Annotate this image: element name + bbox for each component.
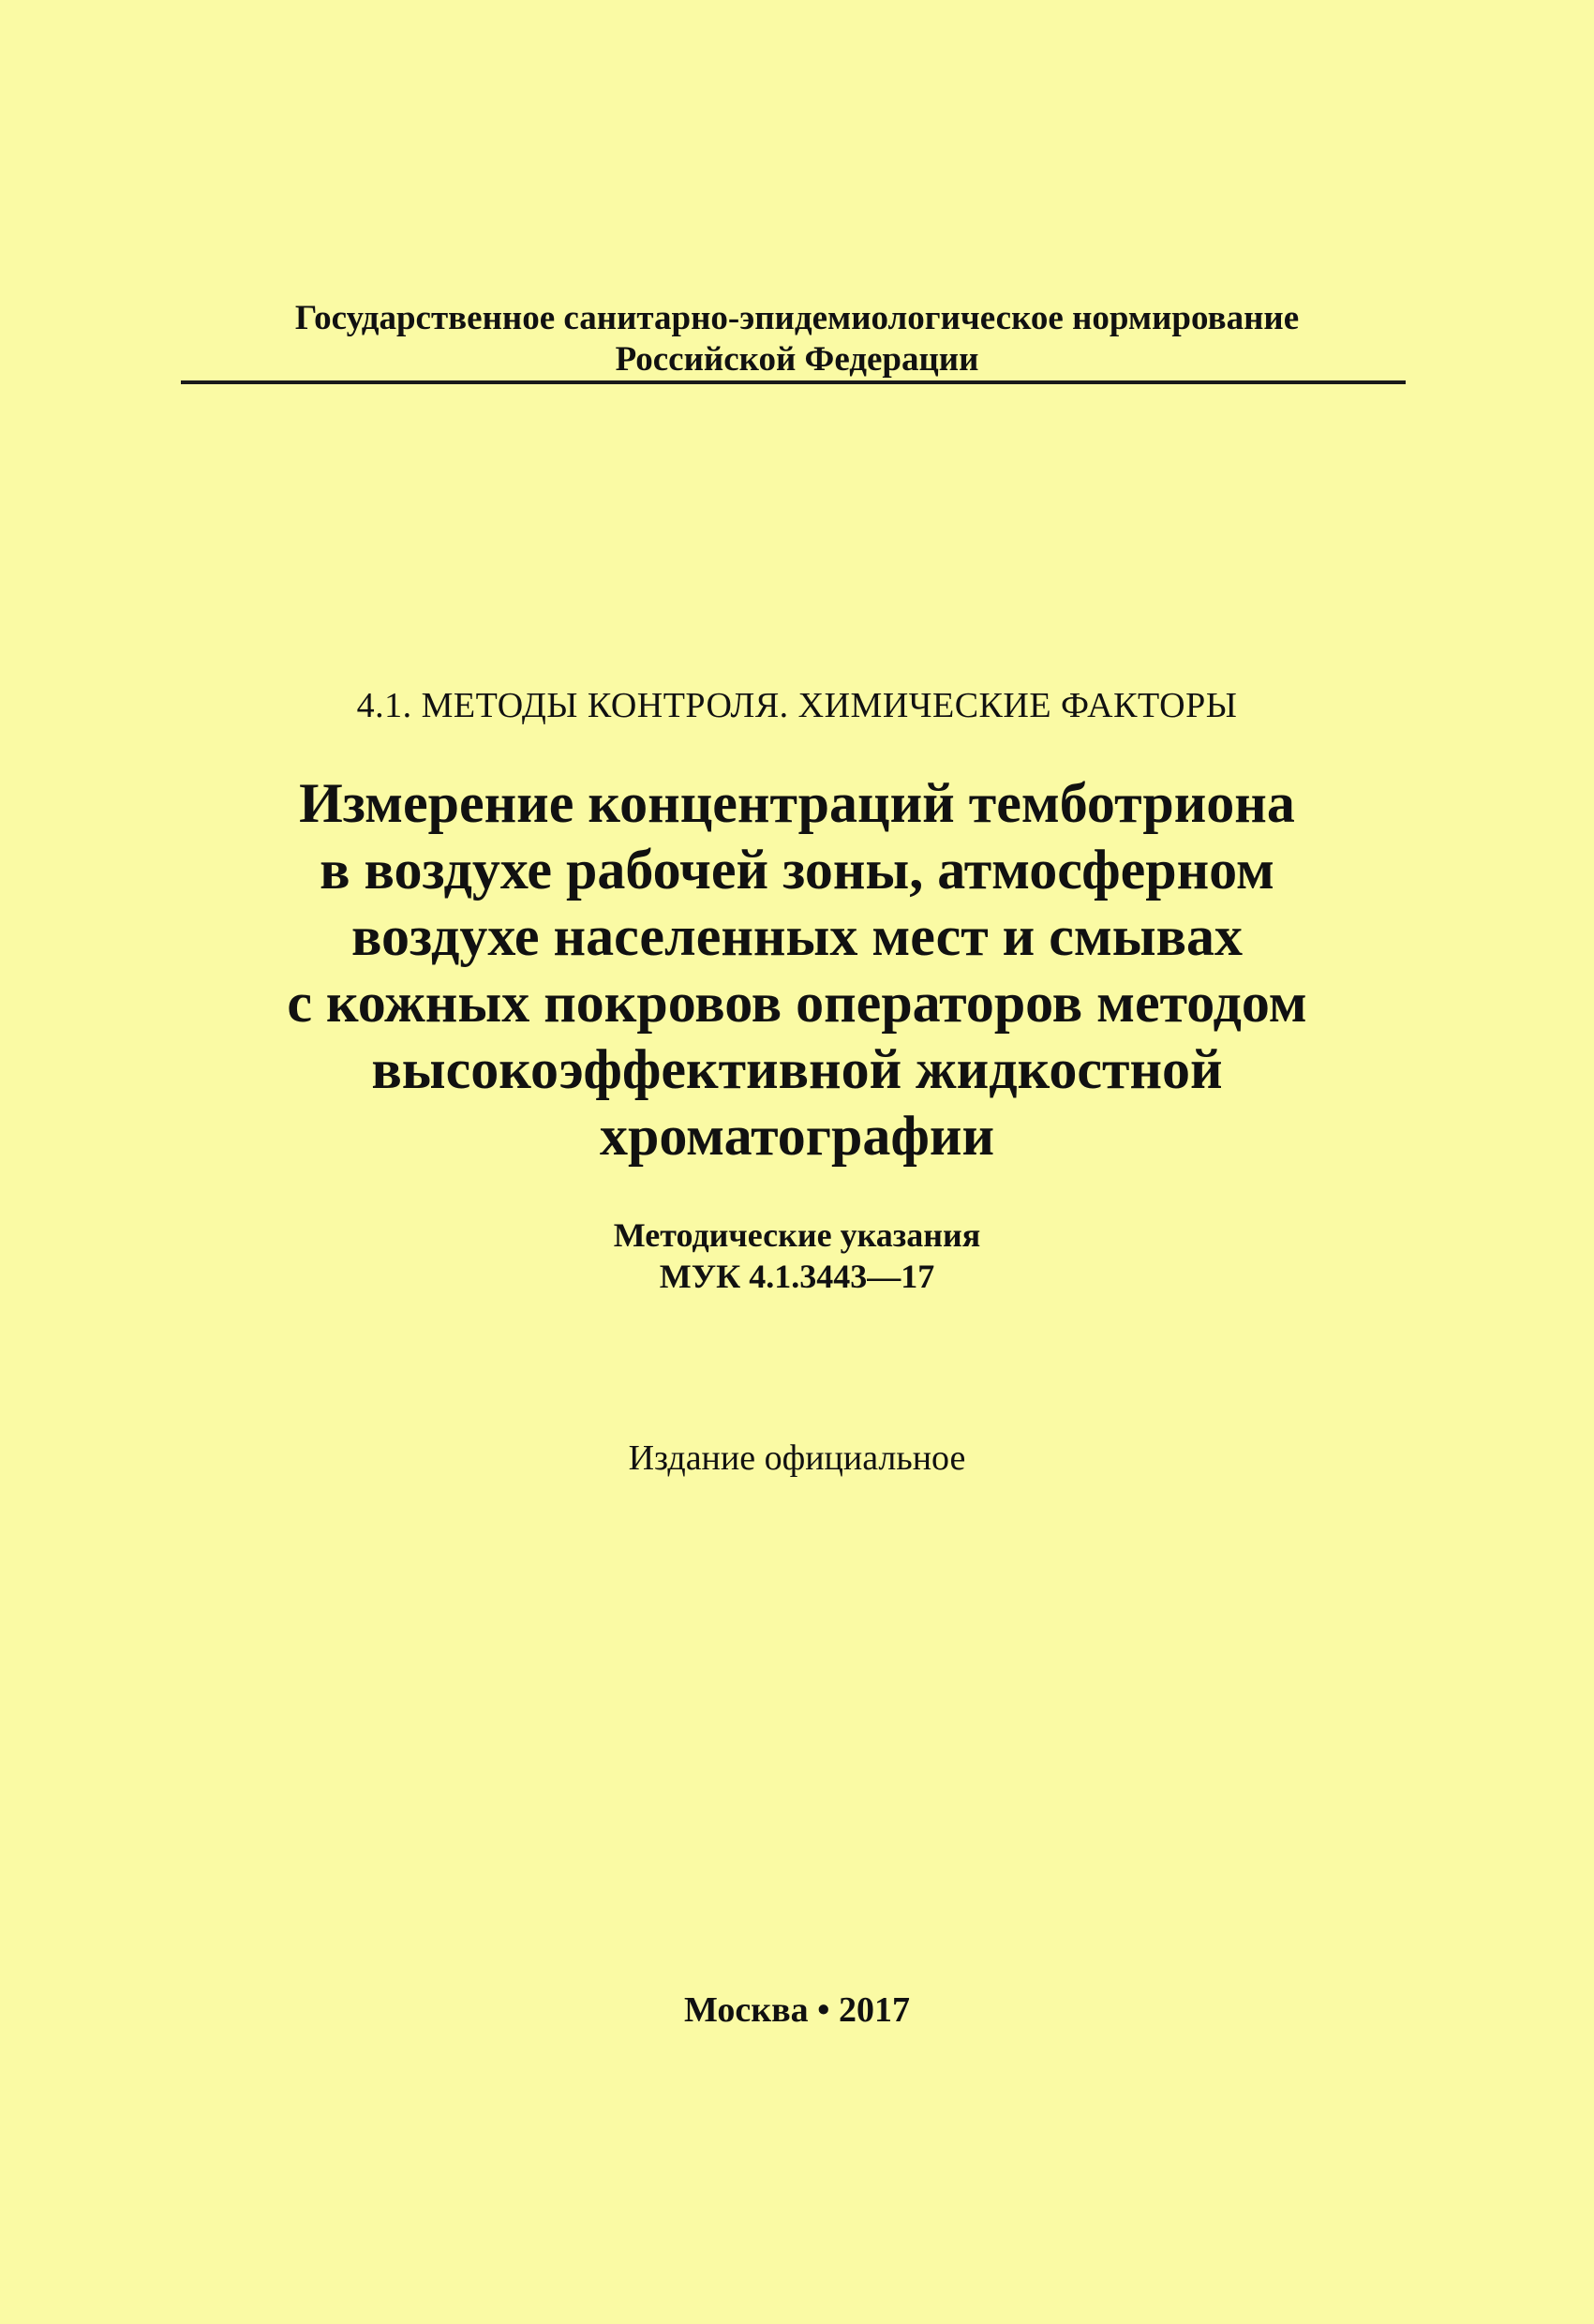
document-type: Методические указания [613,1216,981,1254]
title-line: с кожных покровов операторов методом [287,972,1307,1034]
title-line: в воздухе рабочей зоны, атмосферном [320,839,1274,901]
title-line: хроматографии [599,1105,995,1167]
publication-imprint: Москва • 2017 [684,1990,910,2030]
header-divider [181,380,1406,384]
edition-note: Издание официальное [628,1438,966,1478]
document-title [0,770,1594,1169]
publisher-header-line-1: Государственное санитарно-эпидемиологическое нормирование [294,299,1300,337]
title-line: высокоэффективной жидкостной [371,1038,1223,1100]
series-heading: 4.1. МЕТОДЫ КОНТРОЛЯ. ХИМИЧЕСКИЕ ФАКТОРЫ [356,686,1238,725]
document-type-block [0,1214,1594,1297]
publisher-header-line-2: Российской Федерации [615,340,979,379]
publisher-header [0,298,1594,380]
title-line: воздухе населенных мест и смывах [350,905,1243,967]
document-code: МУК 4.1.3443—17 [659,1258,935,1295]
title-line: Измерение концентраций темботриона [299,772,1295,834]
